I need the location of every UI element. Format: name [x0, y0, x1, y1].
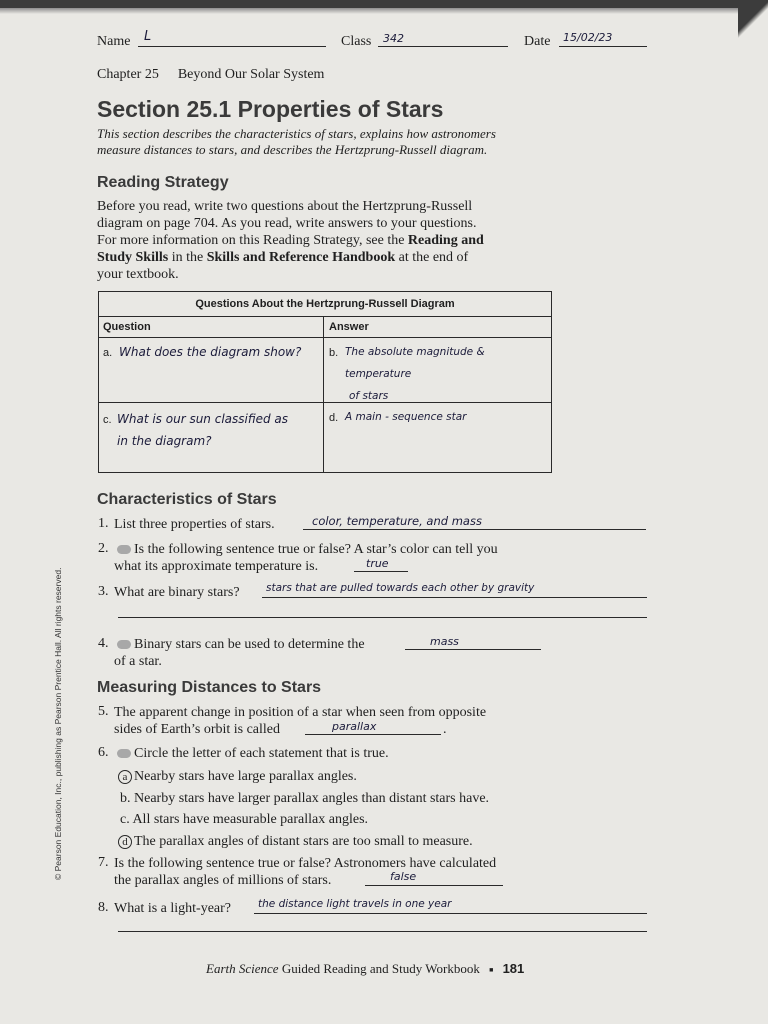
- class-line: [378, 46, 508, 47]
- q1-number: 1.: [98, 516, 109, 531]
- scan-top-shadow: [0, 0, 768, 8]
- cell-d-answer[interactable]: A main - sequence star: [345, 411, 467, 423]
- q4-number: 4.: [98, 636, 109, 651]
- section-intro-line2: measure distances to stars, and describes the Hertzprung-Russell diagram.: [97, 142, 488, 157]
- page-footer: [206, 961, 524, 977]
- rs-line4-post: at the end of: [395, 250, 469, 265]
- cell-a-label: a.: [103, 347, 113, 359]
- q1-question: List three properties of stars.: [114, 517, 275, 532]
- cell-a-answer[interactable]: What does the diagram show?: [119, 345, 302, 359]
- q4-answer-line: [405, 649, 541, 650]
- rs-line5: your textbook.: [97, 267, 179, 282]
- q8-question: What is a light-year?: [114, 901, 232, 916]
- circled-answer-d[interactable]: d: [118, 835, 132, 849]
- q2-line2: what its approximate temperature is.: [114, 559, 319, 574]
- cell-b-label: b.: [329, 347, 339, 359]
- q8-number: 8.: [98, 900, 109, 915]
- rs-line4: [97, 249, 547, 266]
- rs-line1: Before you read, write two questions about the Hertzprung-Russell: [97, 199, 473, 214]
- circled-answer-a[interactable]: a: [118, 770, 132, 784]
- q8-answer-line2: [118, 931, 647, 932]
- cell-c-line1: What is our sun classified as: [117, 412, 289, 426]
- q4-line2: of a star.: [114, 654, 162, 669]
- q2-number: 2.: [98, 541, 109, 556]
- q4-question: [114, 636, 365, 670]
- footer-book-italic: Earth Science: [206, 961, 279, 976]
- q7-line1: Is the following sentence true or false? Astronomers have calculated: [114, 856, 497, 871]
- class-value[interactable]: 342: [383, 32, 404, 45]
- q8-answer[interactable]: the distance light travels in one year: [258, 898, 452, 910]
- q7-line2: the parallax angles of millions of stars.: [114, 873, 332, 888]
- q7-answer-line: [365, 885, 503, 886]
- q6-option-d[interactable]: [118, 833, 473, 850]
- column-header-question: Question: [103, 321, 151, 333]
- reading-strategy-heading: Reading Strategy: [97, 174, 229, 191]
- q1-answer[interactable]: color, temperature, and mass: [312, 514, 482, 528]
- table-header-divider: [99, 337, 551, 338]
- q1-answer-line: [303, 529, 646, 530]
- chapter-title: Beyond Our Solar System: [177, 67, 325, 82]
- q6-option-d-text: The parallax angles of distant stars are too small to measure.: [134, 834, 473, 849]
- footer-book-rest: Guided Reading and Study Workbook: [278, 961, 480, 976]
- cell-c-answer[interactable]: [117, 408, 288, 452]
- chapter-line: [97, 66, 324, 83]
- q7-answer[interactable]: false: [390, 870, 417, 883]
- q6-option-b[interactable]: b. Nearby stars have larger parallax angles than distant stars have.: [120, 791, 490, 806]
- q6-number: 6.: [98, 745, 109, 760]
- cell-b-line2: of stars: [349, 390, 389, 402]
- footer-bullet: ■: [489, 966, 494, 975]
- section-title: Section 25.1 Properties of Stars: [97, 96, 444, 122]
- hr-questions-table: [98, 291, 552, 473]
- q6-text: Circle the letter of each statement that is true.: [134, 746, 389, 761]
- q6-option-a-text: Nearby stars have large parallax angles.: [134, 769, 357, 784]
- q6-question: [114, 745, 389, 762]
- date-value[interactable]: 15/02/23: [563, 31, 613, 44]
- scan-corner-shadow: [738, 0, 768, 40]
- rs-line4-mid: in the: [168, 250, 207, 265]
- distances-heading: Measuring Distances to Stars: [97, 679, 322, 696]
- q6-option-c[interactable]: c. All stars have measurable parallax angles.: [120, 812, 369, 827]
- name-label: Name: [97, 34, 131, 49]
- q5-answer[interactable]: parallax: [332, 720, 377, 733]
- q2-answer-line: [354, 571, 408, 572]
- cell-b-answer[interactable]: [345, 341, 551, 407]
- q5-answer-line: [305, 734, 441, 735]
- cell-d-label: d.: [329, 412, 339, 424]
- q5-number: 5.: [98, 704, 109, 719]
- q6-option-a[interactable]: [118, 768, 357, 785]
- section-intro: [97, 126, 496, 158]
- rs-line3-bold: Reading and: [407, 233, 484, 248]
- q3-number: 3.: [98, 584, 109, 599]
- q2-question: [114, 541, 564, 575]
- q2-line1: Is the following sentence true or false? A star’s color can tell you: [134, 542, 498, 557]
- cell-c-line2: in the diagram?: [117, 434, 212, 448]
- date-line: [559, 46, 647, 47]
- q5-line1: The apparent change in position of a star when seen from opposite: [114, 705, 487, 720]
- scan-top-gradient: [0, 8, 768, 14]
- reading-checkpoint-icon: [117, 749, 131, 758]
- characteristics-heading: Characteristics of Stars: [97, 491, 277, 508]
- class-label: Class: [341, 34, 372, 49]
- q5-period: .: [443, 722, 447, 737]
- table-title: Questions About the Hertzprung-Russell Diagram: [99, 292, 551, 317]
- date-label: Date: [524, 34, 551, 49]
- rs-line3-pre: For more information on this Reading Strategy, see the: [97, 233, 408, 248]
- rs-line4-bold2: Skills and Reference Handbook: [206, 250, 396, 265]
- q3-answer-line2: [118, 617, 647, 618]
- q3-answer-line: [262, 597, 647, 598]
- page-number: 181: [502, 961, 525, 976]
- q8-answer-line: [254, 913, 647, 914]
- rs-line3: [97, 232, 547, 249]
- name-value[interactable]: L: [144, 29, 152, 44]
- q4-answer[interactable]: mass: [430, 635, 459, 648]
- copyright-notice: © Pearson Education, Inc., publishing as Pearson Prentice Hall. All rights reserved.: [53, 567, 63, 880]
- q5-line2: sides of Earth’s orbit is called: [114, 722, 281, 737]
- q3-question: What are binary stars?: [114, 585, 240, 600]
- column-header-answer: Answer: [329, 321, 369, 333]
- q3-answer[interactable]: stars that are pulled towards each other by gravity: [266, 582, 535, 594]
- reading-checkpoint-icon: [117, 640, 131, 649]
- rs-line4-bold1: Study Skills: [97, 250, 169, 265]
- cell-c-label: c.: [103, 414, 112, 426]
- chapter-label: Chapter 25: [97, 67, 159, 82]
- cell-b-line1: The absolute magnitude & temperature: [345, 346, 485, 380]
- name-line: [138, 46, 326, 47]
- q7-question: [114, 855, 564, 889]
- reading-checkpoint-icon: [117, 545, 131, 554]
- q7-number: 7.: [98, 855, 109, 870]
- q4-line1: Binary stars can be used to determine the: [134, 637, 365, 652]
- table-column-divider: [323, 317, 324, 472]
- reading-strategy-text: [97, 198, 547, 283]
- q2-answer[interactable]: true: [366, 557, 389, 570]
- section-intro-line1: This section describes the characteristics of stars, explains how astronomers: [97, 126, 496, 141]
- rs-line2: diagram on page 704. As you read, write answers to your questions.: [97, 216, 477, 231]
